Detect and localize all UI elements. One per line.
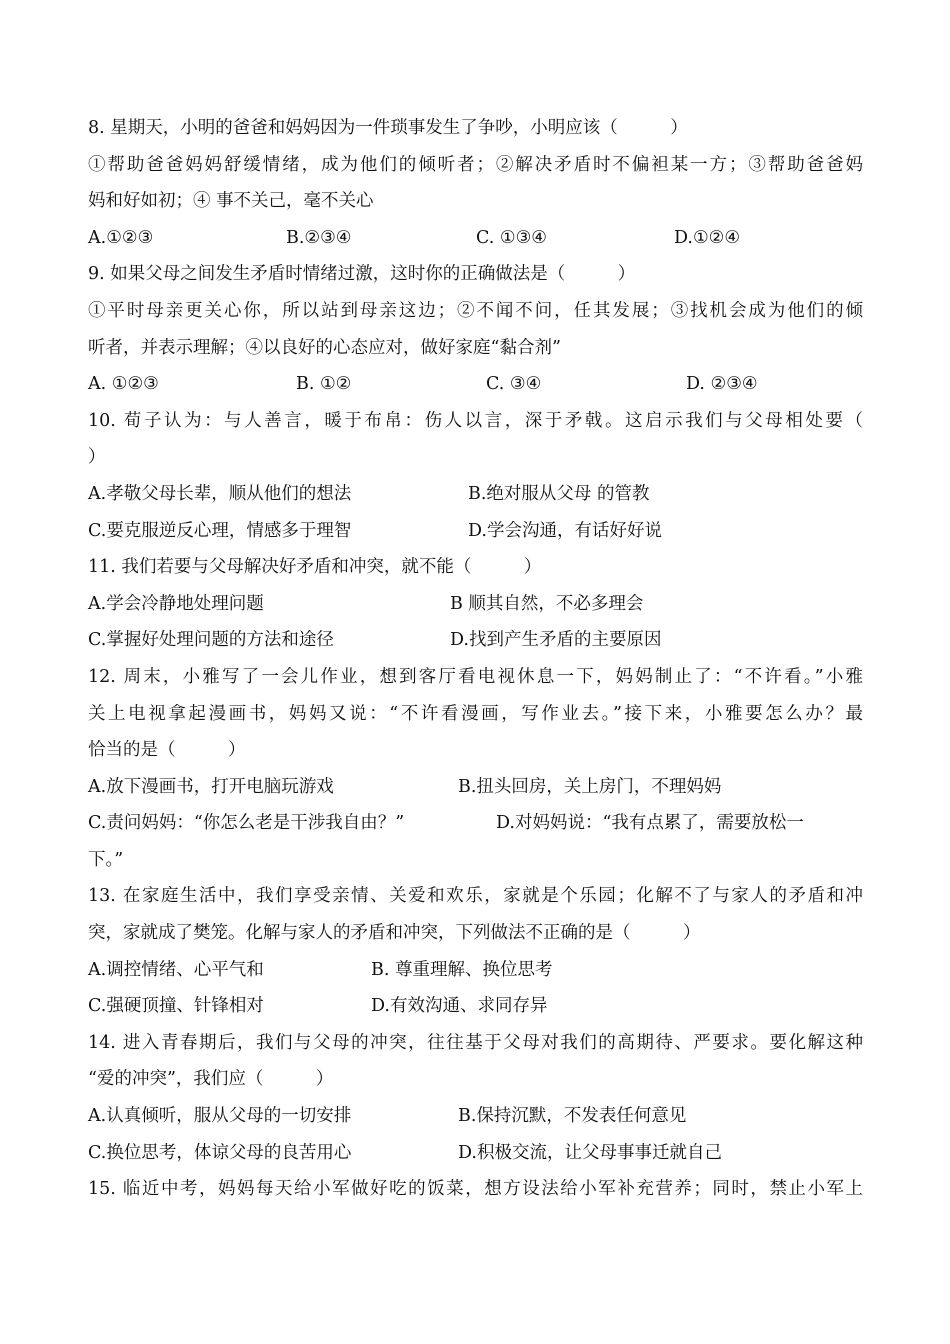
option-d: D.学会沟通，有话好好说 xyxy=(468,520,662,541)
question-11 xyxy=(88,549,863,659)
answer-options xyxy=(88,513,863,550)
answer-options xyxy=(88,988,863,1025)
question-9 xyxy=(88,256,863,402)
option-d: D.①②④ xyxy=(674,227,741,248)
answer-options xyxy=(88,622,863,659)
exam-page xyxy=(88,110,863,1208)
option-a: A.孝敬父母长辈，顺从他们的想法 xyxy=(88,483,352,504)
question-stem: 10. 荀子认为：与人善言，暖于布帛：伤人以言，深于矛戟。这启示我们与父母相处要（ xyxy=(88,410,863,431)
question-stem: 恰当的是（ ） xyxy=(88,740,246,761)
question-stem: 13. 在家庭生活中，我们享受亲情、关爱和欢乐，家就是个乐园；化解不了与家人的矛盾和冲 xyxy=(88,886,863,907)
answer-options xyxy=(88,220,863,257)
option-c: C.责问妈妈：“你怎么老是干涉我自由？” xyxy=(88,813,405,834)
answer-options xyxy=(88,1135,863,1172)
answer-options xyxy=(88,586,863,623)
question-14 xyxy=(88,1025,863,1171)
option-a: A.学会冷静地处理问题 xyxy=(88,593,264,614)
question-8 xyxy=(88,110,863,256)
option-b: B. 尊重理解、换位思考 xyxy=(371,959,553,980)
option-c: C. ③④ xyxy=(486,374,542,395)
option-c: C. ①③④ xyxy=(476,227,547,248)
option-a: A.①②③ xyxy=(88,227,154,248)
answer-options xyxy=(88,366,863,403)
question-stem: 突，家就成了樊笼。化解与家人的矛盾和冲突，下列做法不正确的是（ ） xyxy=(88,923,701,944)
question-stem: 9. 如果父母之间发生矛盾时情绪过激，这时你的正确做法是（ ） xyxy=(88,264,636,285)
option-d: D. ②③④ xyxy=(686,374,758,395)
answer-options xyxy=(88,769,863,806)
question-stem: 12. 周末，小雅写了一会儿作业，想到客厅看电视休息一下，妈妈制止了：“不许看。”小雅 xyxy=(88,666,863,687)
option-b: B 顺其自然，不必多理会 xyxy=(450,593,644,614)
answer-options xyxy=(88,952,863,989)
question-stem: 14. 进入青春期后，我们与父母的冲突，往往基于父母对我们的高期待、严要求。要化解这种 xyxy=(88,1032,863,1053)
option-a: A.放下漫画书，打开电脑玩游戏 xyxy=(88,776,334,797)
question-13 xyxy=(88,878,863,1024)
question-stem: “爱的冲突”，我们应（ ） xyxy=(88,1069,334,1090)
option-c: C.强硬顶撞、针锋相对 xyxy=(88,996,264,1017)
option-d: D.对妈妈说：“我有点累了，需要放松一 xyxy=(496,813,804,834)
question-15 xyxy=(88,1171,863,1208)
option-b: B.绝对服从父母 的管教 xyxy=(468,483,650,504)
option-a: A.调控情绪、心平气和 xyxy=(88,959,264,980)
answer-options xyxy=(88,805,863,842)
option-c: C.换位思考，体谅父母的良苦用心 xyxy=(88,1142,352,1163)
option-d: D.找到产生矛盾的主要原因 xyxy=(450,630,662,651)
option-b: B.保持沉默，不发表任何意见 xyxy=(458,1106,687,1127)
question-statements: 听者，并表示理解；④以良好的心态应对，做好家庭“黏合剂” xyxy=(88,337,561,358)
question-stem: 15. 临近中考，妈妈每天给小军做好吃的饭菜，想方设法给小军补充营养；同时，禁止小军上 xyxy=(88,1179,863,1200)
option-d-continued: 下。” xyxy=(88,849,124,870)
option-c: C.要克服逆反心理，情感多于理智 xyxy=(88,520,352,541)
question-statements: 妈和好如初；④ 事不关己，毫不关心 xyxy=(88,191,374,212)
question-12 xyxy=(88,659,863,879)
question-stem: 关上电视拿起漫画书，妈妈又说：“不许看漫画，写作业去。”接下来，小雅要怎么办？最 xyxy=(88,703,863,724)
option-b: B.扭头回房，关上房门，不理妈妈 xyxy=(458,776,722,797)
option-a: A. ①②③ xyxy=(88,374,159,395)
question-stem: 8. 星期天，小明的爸爸和妈妈因为一件琐事发生了争吵，小明应该（ ） xyxy=(88,118,688,138)
question-statements: ①平时母亲更关心你，所以站到母亲这边；②不闻不问，任其发展；③找机会成为他们的倾 xyxy=(88,300,863,321)
option-b: B.②③④ xyxy=(286,227,352,248)
option-d: D.积极交流，让父母事事迁就自己 xyxy=(458,1142,722,1163)
question-statements: ①帮助爸爸妈妈舒缓情绪，成为他们的倾听者；②解决矛盾时不偏袒某一方；③帮助爸爸妈 xyxy=(88,154,863,175)
question-stem: 11. 我们若要与父母解决好矛盾和冲突，就不能（ ） xyxy=(88,557,542,578)
answer-options xyxy=(88,1098,863,1135)
option-c: C.掌握好处理问题的方法和途径 xyxy=(88,630,334,651)
option-d: D.有效沟通、求同存异 xyxy=(371,996,548,1017)
question-stem: ） xyxy=(88,447,106,468)
answer-options xyxy=(88,476,863,513)
option-b: B. ①② xyxy=(296,374,352,395)
question-10 xyxy=(88,403,863,549)
option-a: A.认真倾听，服从父母的一切安排 xyxy=(88,1106,352,1127)
